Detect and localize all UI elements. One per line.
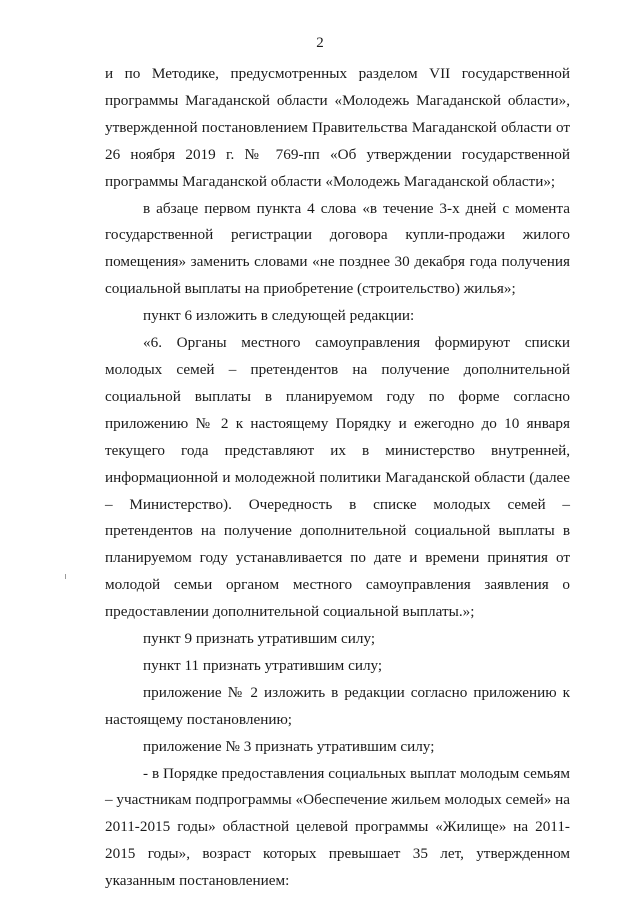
- paragraph-point-6-intro: пункт 6 изложить в следующей редакции:: [143, 307, 415, 325]
- paragraph-appendix-3-repeal: приложение № 3 признать утратившим силу;: [143, 737, 435, 755]
- paragraph-point-11-repeal: пункт 11 признать утратившим силу;: [143, 656, 383, 674]
- paragraph-social-payments-procedure: - в Порядке предоставления социальных выплат молодым семьям – участникам подпрограммы «Обеспечение жильем молодых семей» на 2011-2015 годы» областной целевой программы «Жилище» на 2011-2015 годы», возраст которых превышает 35 лет, утвержденном указанным постановлением:: [105, 764, 570, 890]
- paragraph-point-6-text: «6. Органы местного самоуправления формируют списки молодых семей – претендентов на получение дополнительной социальной выплаты в планируемом году по форме согласно приложению № 2 к настоящему Порядку и ежегодно до 10 января текущего года представляют их в министерство внутренней, информационной и молодежной политики Магаданской области (далее – Министерство). Очередность в списке молодых семей – претендентов на получение дополнительной социальной выплаты в планируемом году устанавливается по дате и времени принятия от молодой семьи органом местного самоуправления заявления о предоставлении дополнительной социальной выплаты.»;: [105, 334, 570, 621]
- paragraph-appendix-2-amendment: приложение № 2 изложить в редакции согласно приложению к настоящему постановлению;: [105, 683, 570, 728]
- scan-edge-mark: [65, 574, 66, 579]
- paragraph-point-4-amendment: в абзаце первом пункта 4 слова «в течение 3-х дней с момента государственной регистрации договора купли-продажи жилого помещения» заменить словами «не позднее 30 декабря года получения социальной выплаты на приобретение (строительство) жилья»;: [105, 199, 570, 298]
- paragraph-methodology-reference: и по Методике, предусмотренных разделом VII государственной программы Магаданской области «Молодежь Магаданской области», утвержденной постановлением Правительства Магаданской области от 26 ноября 2019 г. № 769-пп «Об утверждении государственной программы Магаданской области «Молодежь Магаданской области»;: [105, 65, 570, 190]
- document-body: [105, 61, 570, 895]
- page-number: 2: [316, 35, 324, 51]
- paragraph-point-9-repeal: пункт 9 признать утратившим силу;: [143, 630, 376, 648]
